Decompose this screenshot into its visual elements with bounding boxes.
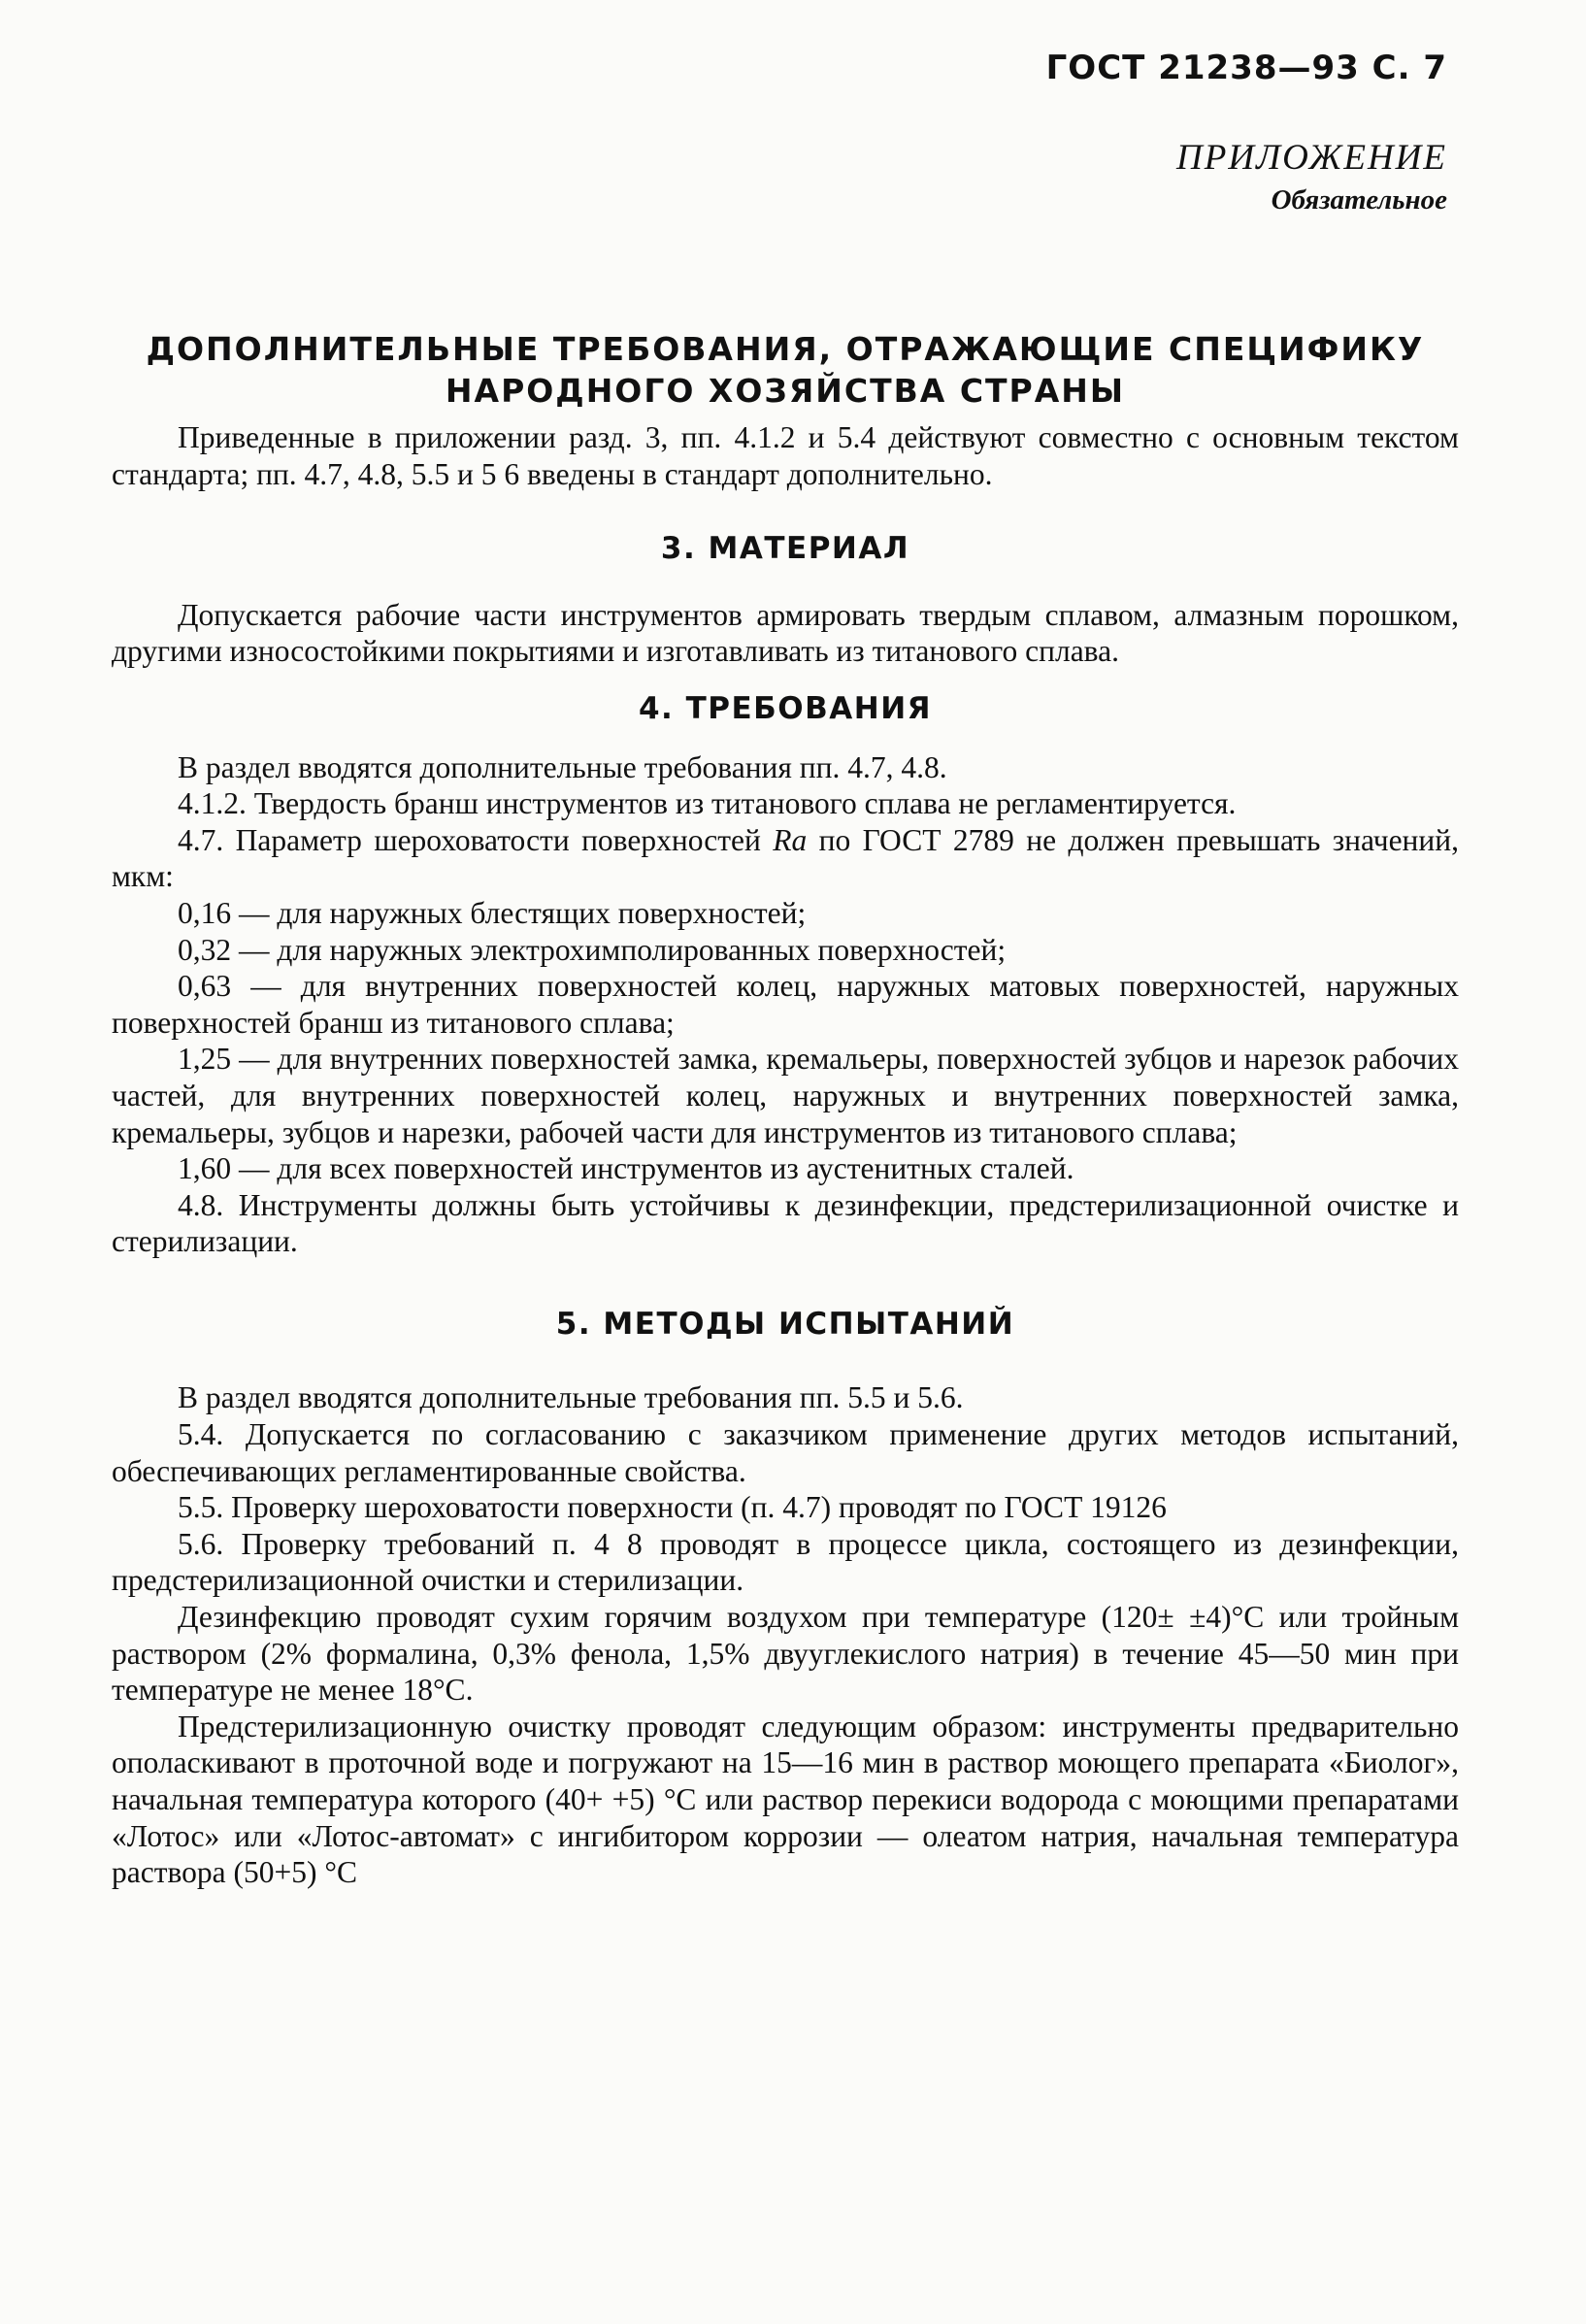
presterilization-paragraph: Предстерилизационную очистку проводят следующим образом: инструменты предварительно ополаскивают в проточной воде и погружают на 15—16 мин в раствор моющего препарата «Биолог», начальная температура которого (40+ +5) °С или раствор перекиси водорода с моющими препаратами «Лотос» или «Лотос-автомат» с ингибитором коррозии — олеатом натрия, начальная температура раствора (50+5) °С — [112, 1709, 1459, 1890]
roughness-item: 0,32 — для наружных электрохимполированных поверхностей; — [178, 932, 1007, 967]
document-body — [112, 328, 1459, 1891]
clause-4-7 — [112, 822, 1459, 895]
roughness-item: 1,25 — для внутренних поверхностей замка, кремальеры, поверхностей зубцов и нарезок рабочих частей, для внутренних поверхностей колец, наружных и внутренних поверхностей замка, кремальеры, зубцов и нарезки, рабочей части для инструментов из титанового сплава; — [112, 1042, 1459, 1149]
section-4-heading: 4. ТРЕБОВАНИЯ — [638, 690, 933, 726]
title-line-1: ДОПОЛНИТЕЛЬНЫЕ ТРЕБОВАНИЯ, ОТРАЖАЮЩИЕ СПЕЦИФИКУ — [146, 330, 1425, 368]
section-3-text: Допускается рабочие части инструментов армировать твердым сплавом, алмазным порошком, другими износостойкими покрытиями и изготавливать из титанового сплава. — [112, 597, 1459, 669]
appendix-title: ПРИЛОЖЕНИЕ — [1176, 138, 1447, 178]
clause-4-1-2: 4.1.2. Твердость бранш инструментов из титанового сплава не регламентируется. — [178, 786, 1237, 821]
appendix-label — [1176, 136, 1447, 219]
appendix-status: Обязательное — [1271, 184, 1447, 216]
title-line-2: НАРОДНОГО ХОЗЯЙСТВА СТРАНЫ — [445, 372, 1126, 410]
roughness-symbol: Ra — [773, 822, 808, 857]
clause-5-5: 5.5. Проверку шероховатости поверхности (п. 4.7) проводят по ГОСТ 19126 — [178, 1490, 1167, 1525]
roughness-item: 0,16 — для наружных блестящих поверхностей; — [178, 895, 807, 930]
page-header: ГОСТ 21238—93 С. 7 — [1045, 49, 1447, 87]
section-4-paragraph: В раздел вводятся дополнительные требования пп. 4.7, 4.8. — [178, 749, 947, 784]
intro-paragraph: Приведенные в приложении разд. 3, пп. 4.1.2 и 5.4 действуют совместно с основным текстом стандарта; пп. 4.7, 4.8, 5.5 и 5 6 введены в стандарт дополнительно. — [112, 420, 1459, 491]
disinfection-paragraph: Дезинфекцию проводят сухим горячим воздухом при температуре (120± ±4)°С или тройным раствором (2% формалина, 0,3% фенола, 1,5% двууглекислого натрия) в течение 45—50 мин при температуре не менее 18°С. — [112, 1600, 1459, 1708]
roughness-item: 1,60 — для всех поверхностей инструментов из аустенитных сталей. — [178, 1151, 1074, 1186]
section-5-heading: 5. МЕТОДЫ ИСПЫТАНИЙ — [555, 1306, 1015, 1342]
clause-5-6: 5.6. Проверку требований п. 4 8 проводят в процессе цикла, состоящего из дезинфекции, предстерилизационной очистки и стерилизации. — [112, 1526, 1459, 1598]
clause-4-7-after: по ГОСТ 2789 не должен превышать значений, мкм: — [112, 822, 1459, 894]
section-3-heading: 3. МАТЕРИАЛ — [660, 531, 910, 567]
document-title — [112, 328, 1459, 412]
roughness-item: 0,63 — для внутренних поверхностей колец, наружных матовых поверхностей, наружных поверхностей бранш из титанового сплава; — [112, 969, 1459, 1040]
clause-5-4: 5.4. Допускается по согласованию с заказчиком применение других методов испытаний, обеспечивающих регламентированные свойства. — [112, 1417, 1459, 1488]
clause-4-8: 4.8. Инструменты должны быть устойчивы к дезинфекции, предстерилизационной очистке и стерилизации. — [112, 1187, 1459, 1259]
section-5-paragraph: В раздел вводятся дополнительные требования пп. 5.5 и 5.6. — [178, 1380, 964, 1415]
clause-4-7-before: 4.7. Параметр шероховатости поверхностей — [178, 822, 774, 857]
